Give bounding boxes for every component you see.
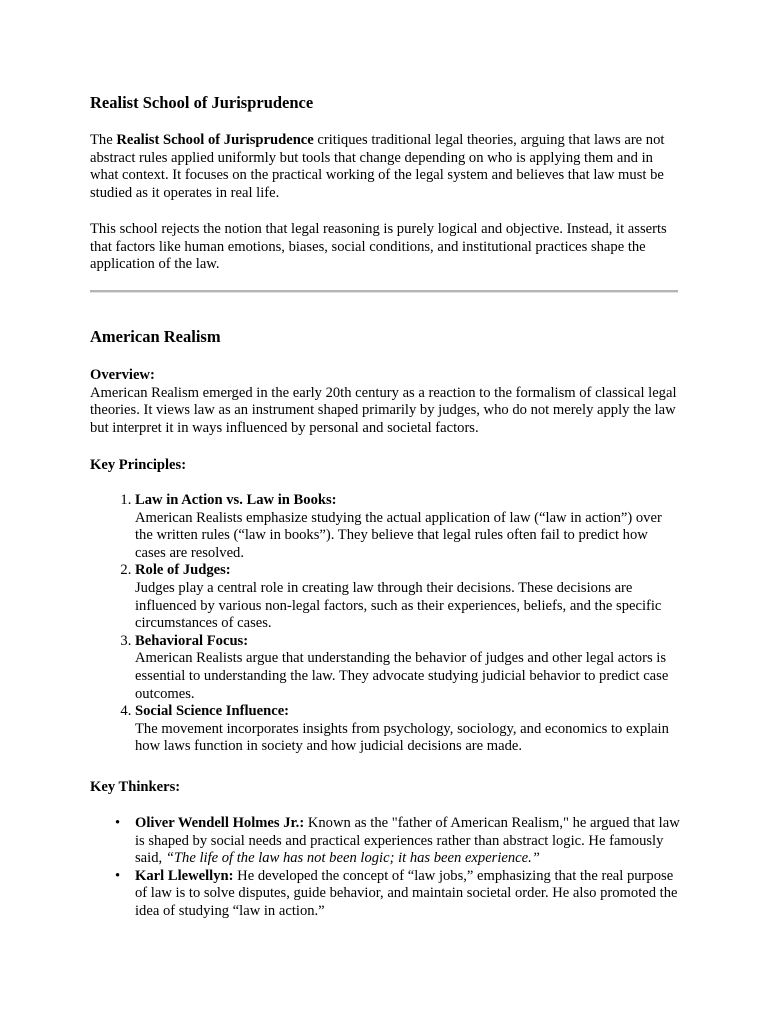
overview-label: Overview: — [90, 367, 155, 383]
list-item — [135, 562, 680, 632]
thinker-text: He developed the concept of “law jobs,” emphasizing that the real purpose of law is to solve disputes, guide behavior, and maintain societal order. He also promoted the idea of studying “law in action.” — [135, 867, 678, 919]
principles-list — [90, 492, 680, 756]
list-item — [135, 703, 680, 756]
principle-title: Behavioral Focus: — [135, 632, 249, 649]
principle-text: American Realists argue that understanding the behavior of judges and other legal actors is essential to understanding the law. They advocate studying judicial behavior to predict case outcomes. — [135, 650, 669, 702]
intro-rest: critiques traditional legal theories, arguing that laws are not abstract rules applied uniformly but tools that change depending on who is applying them and in what context. It focuses on the practical working of the legal system and believes that law must be studied as it operates in real life. — [90, 132, 665, 201]
list-item — [115, 815, 680, 868]
section-heading-american-realism: American Realism — [90, 327, 221, 346]
thinker-text: Known as the "father of American Realism," he argued that law is shaped by social needs and practical experiences rather than abstract logic. He famously said, — [135, 815, 680, 867]
key-thinkers-label: Key Thinkers: — [90, 779, 181, 795]
principle-title: Social Science Influence: — [135, 703, 290, 720]
intro-paragraph-1 — [90, 132, 680, 202]
list-item — [135, 492, 680, 562]
thinker-quote: “The life of the law has not been logic; it has been experience.” — [165, 850, 540, 867]
principle-text: American Realists emphasize studying the actual application of law (“law in action”) over the written rules (“law in books”). They believe that legal rules often fail to predict how cases are resolved. — [135, 509, 662, 561]
key-principles-label: Key Principles: — [90, 457, 187, 473]
intro-prefix: The — [90, 132, 117, 148]
principle-title: Law in Action vs. Law in Books: — [135, 492, 337, 508]
thinker-name: Karl Llewellyn: — [135, 867, 234, 884]
list-item — [115, 867, 680, 921]
overview-block — [90, 367, 680, 437]
principle-text: Judges play a central role in creating law through their decisions. These decisions are influenced by various non-legal factors, such as their experiences, beliefs, and the specific circumstances of cases. — [135, 579, 662, 632]
principle-title: Role of Judges: — [135, 562, 231, 579]
intro-paragraph-2: This school rejects the notion that legal reasoning is purely logical and objective. Instead, it asserts that factors like human emotions, biases, social conditions, and institutional practices shape the application of the law. — [90, 221, 667, 273]
thinker-name: Oliver Wendell Holmes Jr.: — [135, 815, 305, 831]
overview-text: American Realism emerged in the early 20th century as a reaction to the formalism of classical legal theories. It views law as an instrument shaped primarily by judges, who do not merely apply the law but interpret it in ways influenced by personal and societal factors. — [90, 384, 677, 436]
intro-bold-term: Realist School of Jurisprudence — [116, 132, 314, 148]
list-item — [135, 633, 680, 703]
section-divider — [90, 290, 678, 293]
principle-text: The movement incorporates insights from psychology, sociology, and economics to explain how laws function in society and how judicial decisions are made. — [135, 720, 669, 755]
thinkers-list — [90, 815, 680, 921]
document-title: Realist School of Jurisprudence — [90, 93, 314, 112]
bullet-icon: • — [115, 867, 121, 884]
bullet-icon: • — [115, 815, 121, 831]
